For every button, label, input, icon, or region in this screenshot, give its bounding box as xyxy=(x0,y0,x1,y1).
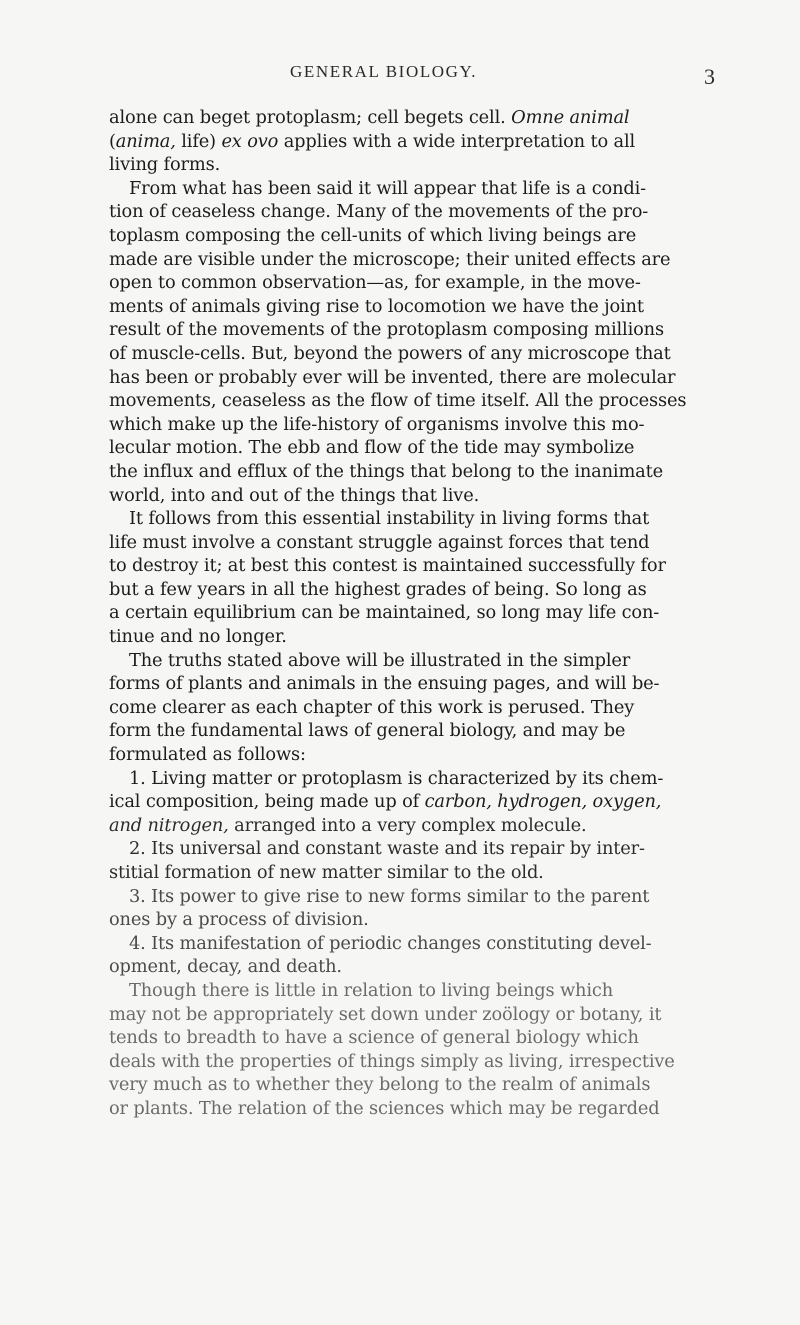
text-segment: ( xyxy=(109,130,116,152)
text-segment: but a few years in all the highest grades of being. So long as xyxy=(109,578,647,600)
text-segment: ments of animals giving rise to locomotion we have the joint xyxy=(109,295,644,317)
text-segment: stitial formation of new matter similar to the old. xyxy=(109,862,544,883)
text-segment: made are visible under the microscope; their united effects are xyxy=(109,248,671,270)
text-segment: ones by a process of division. xyxy=(109,909,369,931)
text-line xyxy=(109,885,715,909)
text-line xyxy=(109,106,715,130)
text-line xyxy=(109,389,715,413)
text-line xyxy=(109,460,715,484)
italic-text: anima, xyxy=(115,130,176,152)
italic-text: Omne animal xyxy=(511,107,630,128)
text-segment: or plants. The relation of the sciences which may be regarded xyxy=(109,1097,660,1119)
text-segment: result of the movements of the protoplasm composing millions xyxy=(109,319,664,341)
text-segment: very much as to whether they belong to the realm of animals xyxy=(109,1074,651,1096)
text-segment: tends to breadth to have a science of general biology which xyxy=(109,1027,639,1049)
text-line xyxy=(109,837,715,861)
text-segment: alone can beget protoplasm; cell begets cell. xyxy=(109,107,512,128)
text-line xyxy=(109,743,715,767)
italic-text: ex ovo xyxy=(221,130,279,152)
text-line xyxy=(109,625,715,649)
text-line xyxy=(109,578,715,602)
running-title: GENERAL BIOLOGY. xyxy=(290,62,478,81)
text-line xyxy=(109,719,715,743)
text-segment: the influx and efflux of the things that belong to the inanimate xyxy=(109,460,663,482)
text-segment: movements, ceaseless as the flow of time itself. All the processes xyxy=(109,390,687,412)
text-line xyxy=(109,979,715,1003)
text-segment: 1. Living matter or protoplasm is characterized by its chem- xyxy=(129,767,664,789)
text-line xyxy=(109,672,715,696)
text-segment: form the fundamental laws of general biology, and may be xyxy=(109,720,626,742)
text-line xyxy=(109,366,715,390)
text-line xyxy=(109,484,715,508)
text-segment: ical composition, being made up of xyxy=(109,791,425,813)
text-segment: 3. Its power to give rise to new forms similar to the parent xyxy=(129,885,650,907)
text-line xyxy=(109,248,715,272)
text-segment: 2. Its universal and constant waste and its repair by inter- xyxy=(129,838,645,860)
text-line xyxy=(109,1003,715,1027)
italic-text: carbon, hydrogen, oxygen, xyxy=(424,791,662,813)
text-line xyxy=(109,413,715,437)
text-line xyxy=(109,554,715,578)
text-segment: a certain equilibrium can be maintained, so long may life con- xyxy=(109,602,660,624)
text-line xyxy=(109,271,715,295)
text-line xyxy=(109,177,715,201)
text-line xyxy=(109,1026,715,1050)
text-line xyxy=(109,649,715,673)
text-line xyxy=(109,130,715,154)
text-segment: applies with a wide interpretation to all xyxy=(278,130,636,152)
text-line xyxy=(109,1073,715,1097)
text-line xyxy=(109,224,715,248)
text-line xyxy=(109,955,715,979)
text-segment: come clearer as each chapter of this work is perused. They xyxy=(109,696,635,718)
text-segment: formulated as follows: xyxy=(109,744,306,766)
text-line xyxy=(109,814,715,838)
text-segment: open to common observation—as, for example, in the move- xyxy=(109,272,641,294)
text-segment: life must involve a constant struggle against forces that tend xyxy=(109,531,650,553)
text-segment: lecular motion. The ebb and flow of the tide may symbolize xyxy=(109,437,635,459)
text-segment: life) xyxy=(175,130,222,152)
text-segment: which make up the life-history of organisms involve this mo- xyxy=(109,413,645,435)
text-segment: 4. Its manifestation of periodic changes constituting devel- xyxy=(129,932,652,954)
text-segment: tion of ceaseless change. Many of the movements of the pro- xyxy=(109,201,649,223)
text-segment: opment, decay, and death. xyxy=(109,956,342,978)
text-line xyxy=(109,1097,715,1121)
text-line xyxy=(109,790,715,814)
text-segment: The truths stated above will be illustrated in the simpler xyxy=(129,649,631,671)
text-segment: forms of plants and animals in the ensuing pages, and will be- xyxy=(109,673,660,695)
italic-text: and nitrogen, xyxy=(109,814,229,836)
text-segment: It follows from this essential instability in living forms that xyxy=(129,508,650,530)
running-head xyxy=(0,62,800,88)
text-segment: of muscle-cells. But, beyond the powers of any microscope that xyxy=(109,342,671,364)
text-segment: Though there is little in relation to living beings which xyxy=(129,979,614,1001)
text-segment: to destroy it; at best this contest is maintained successfully for xyxy=(109,555,666,577)
text-line xyxy=(109,861,715,885)
text-line xyxy=(109,531,715,555)
text-segment: may not be appropriately set down under zoölogy or botany, it xyxy=(109,1003,662,1025)
text-line xyxy=(109,696,715,720)
text-line xyxy=(109,601,715,625)
text-line xyxy=(109,932,715,956)
text-segment: arranged into a very complex molecule. xyxy=(228,814,587,836)
text-segment: toplasm composing the cell-units of which living beings are xyxy=(109,224,637,246)
text-line xyxy=(109,1050,715,1074)
text-segment: living forms. xyxy=(109,154,221,176)
text-line xyxy=(109,342,715,366)
text-line xyxy=(109,908,715,932)
text-line xyxy=(109,767,715,791)
body-text xyxy=(109,106,715,1121)
text-segment: has been or probably ever will be invented, there are molecular xyxy=(109,366,676,388)
text-line xyxy=(109,200,715,224)
text-segment: world, into and out of the things that live. xyxy=(109,484,480,506)
page-number: 3 xyxy=(704,64,715,89)
text-segment: deals with the properties of things simply as living, irrespective xyxy=(109,1050,675,1072)
text-line xyxy=(109,436,715,460)
text-segment: tinue and no longer. xyxy=(109,626,287,648)
text-line xyxy=(109,507,715,531)
text-line xyxy=(109,153,715,177)
text-line xyxy=(109,295,715,319)
text-segment: From what has been said it will appear that life is a condi- xyxy=(129,177,647,199)
text-line xyxy=(109,318,715,342)
